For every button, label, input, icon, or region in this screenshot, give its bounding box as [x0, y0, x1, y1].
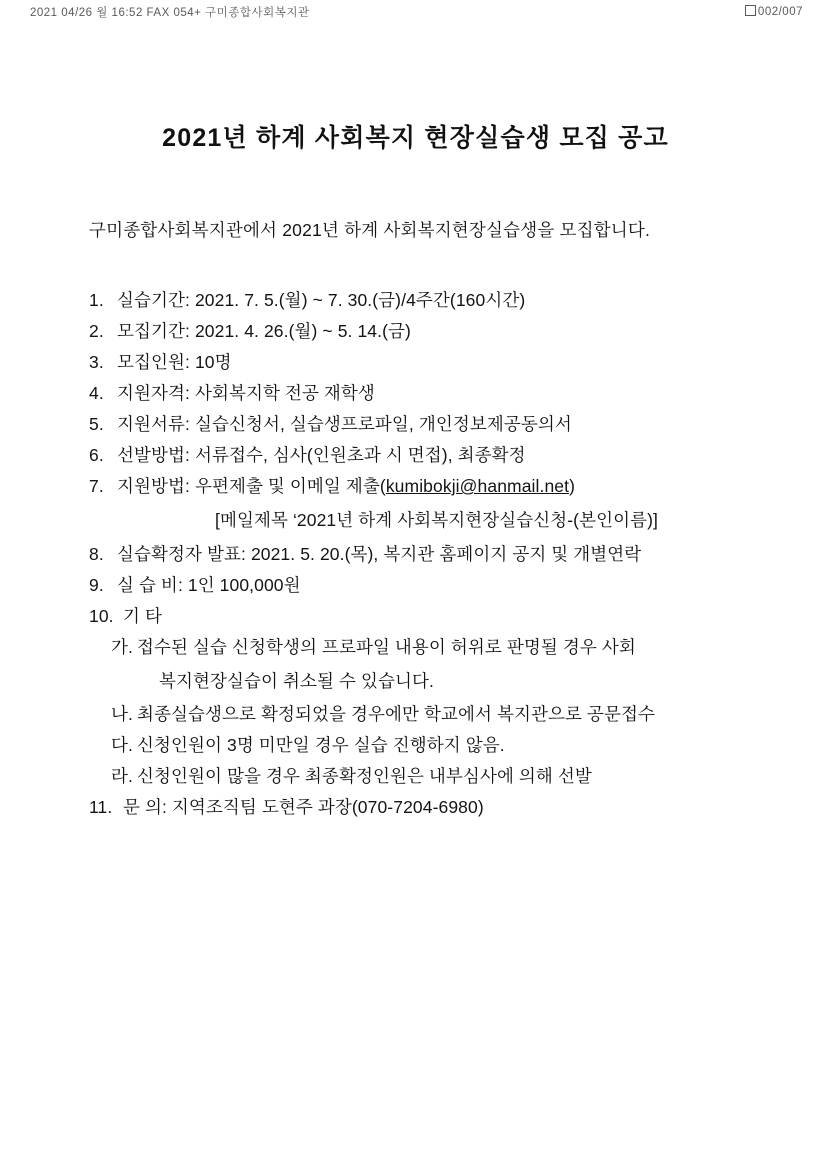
item-label: 모집기간:	[117, 321, 190, 341]
item-label: 실습기간:	[117, 290, 190, 310]
item-label: 문 의:	[123, 797, 167, 817]
sub-item-continuation: 복지현장실습이 취소될 수 있습니다.	[159, 670, 434, 691]
list-item	[89, 323, 769, 341]
page-title: 2021년 하계 사회복지 현장실습생 모집 공고	[162, 124, 669, 152]
item-value: 사회복지학 전공 재학생	[194, 383, 375, 403]
item-label: 모집인원:	[117, 352, 190, 372]
item-value: 서류접수, 심사(인원초과 시 면접), 최종확정	[194, 445, 526, 465]
item-number: 5.	[89, 414, 104, 434]
sub-item-text: 신청인원이 3명 미만일 경우 실습 진행하지 않음.	[137, 735, 505, 755]
list-item-application-method	[89, 478, 769, 496]
item-text	[117, 323, 769, 341]
sub-list-item	[89, 706, 769, 724]
item-value: 실습신청서, 실습생프로파일, 개인정보제공동의서	[194, 414, 572, 434]
item-number: 1.	[89, 290, 104, 310]
item-label: 지원방법:	[117, 476, 190, 496]
item-label: 기 타	[123, 605, 162, 626]
list-item	[89, 416, 769, 434]
item-value: 1인 100,000원	[187, 574, 301, 595]
item-text	[117, 354, 769, 372]
announcement-list	[89, 292, 769, 830]
fax-header-right	[745, 4, 803, 18]
list-item	[89, 447, 769, 465]
sub-list-item	[89, 768, 769, 786]
item-number: 2.	[89, 321, 104, 341]
sub-item-mark: 라.	[111, 766, 133, 786]
item-value: 지역조직팀 도현주 과장(070-7204-6980)	[171, 797, 484, 817]
item-label: 실습확정자 발표:	[117, 543, 246, 564]
item-number: 4.	[89, 383, 104, 403]
item-text	[117, 416, 769, 434]
fax-header	[0, 4, 831, 22]
list-item-etc	[89, 605, 769, 626]
item-label: 지원자격:	[117, 383, 190, 403]
sub-item-text: 최종실습생으로 확정되었을 경우에만 학교에서 복지관으로 공문접수	[137, 704, 655, 724]
item-text	[117, 574, 769, 595]
item-text	[123, 799, 769, 817]
item-number: 9.	[89, 574, 104, 595]
item-label: 선발방법:	[117, 445, 190, 465]
item-value: 2021. 5. 20.(목), 복지관 홈페이지 공지 및 개별연락	[250, 543, 642, 564]
sub-item-mark: 나.	[111, 704, 133, 724]
list-item	[89, 574, 769, 595]
item-number: 10.	[89, 605, 114, 626]
item-number: 6.	[89, 445, 104, 465]
item-label: 실 습 비:	[117, 574, 183, 595]
item-number: 7.	[89, 476, 104, 496]
list-item	[89, 543, 769, 564]
item-label: 지원서류:	[117, 414, 190, 434]
item-text	[117, 447, 769, 465]
sub-item-text: 접수된 실습 신청학생의 프로파일 내용이 허위로 판명될 경우 사회	[137, 636, 636, 657]
item-value: 10명	[194, 352, 232, 372]
list-item	[89, 292, 769, 310]
fax-page-count: 002/007	[757, 6, 803, 18]
checkbox-icon	[745, 5, 756, 16]
sub-item-mark: 다.	[111, 735, 133, 755]
sub-item-mark: 가.	[111, 636, 133, 657]
fax-header-left: 2021 04/26 월 16:52 FAX 054+ 구미종합사회복지관	[30, 7, 310, 19]
item-number: 11.	[89, 797, 113, 817]
item-text	[117, 292, 769, 310]
item-number: 3.	[89, 352, 104, 372]
item-text	[117, 478, 769, 496]
sub-list-item	[89, 737, 769, 755]
list-item-contact	[89, 799, 769, 817]
item-value: 우편제출 및 이메일 제출(	[194, 476, 386, 496]
email-link[interactable]: kumibokji@hanmail.net	[385, 476, 570, 496]
item-value-after: )	[569, 476, 576, 496]
intro-paragraph: 구미종합사회복지관에서 2021년 하계 사회복지현장실습생을 모집합니다.	[89, 220, 651, 240]
sub-item-text: 신청인원이 많을 경우 최종확정인원은 내부심사에 의해 선발	[137, 766, 592, 786]
item-value: 2021. 4. 26.(월) ~ 5. 14.(금)	[194, 321, 411, 341]
item-number: 8.	[89, 543, 104, 564]
sub-list-item	[89, 636, 769, 657]
list-item	[89, 385, 769, 403]
list-item	[89, 354, 769, 372]
mail-subject-note: [메일제목 ‘2021년 하계 사회복지현장실습신청-(본인이름)]	[215, 510, 659, 530]
item-text	[117, 543, 769, 564]
item-value: 2021. 7. 5.(월) ~ 7. 30.(금)/4주간(160시간)	[194, 290, 526, 310]
item-text	[117, 385, 769, 403]
